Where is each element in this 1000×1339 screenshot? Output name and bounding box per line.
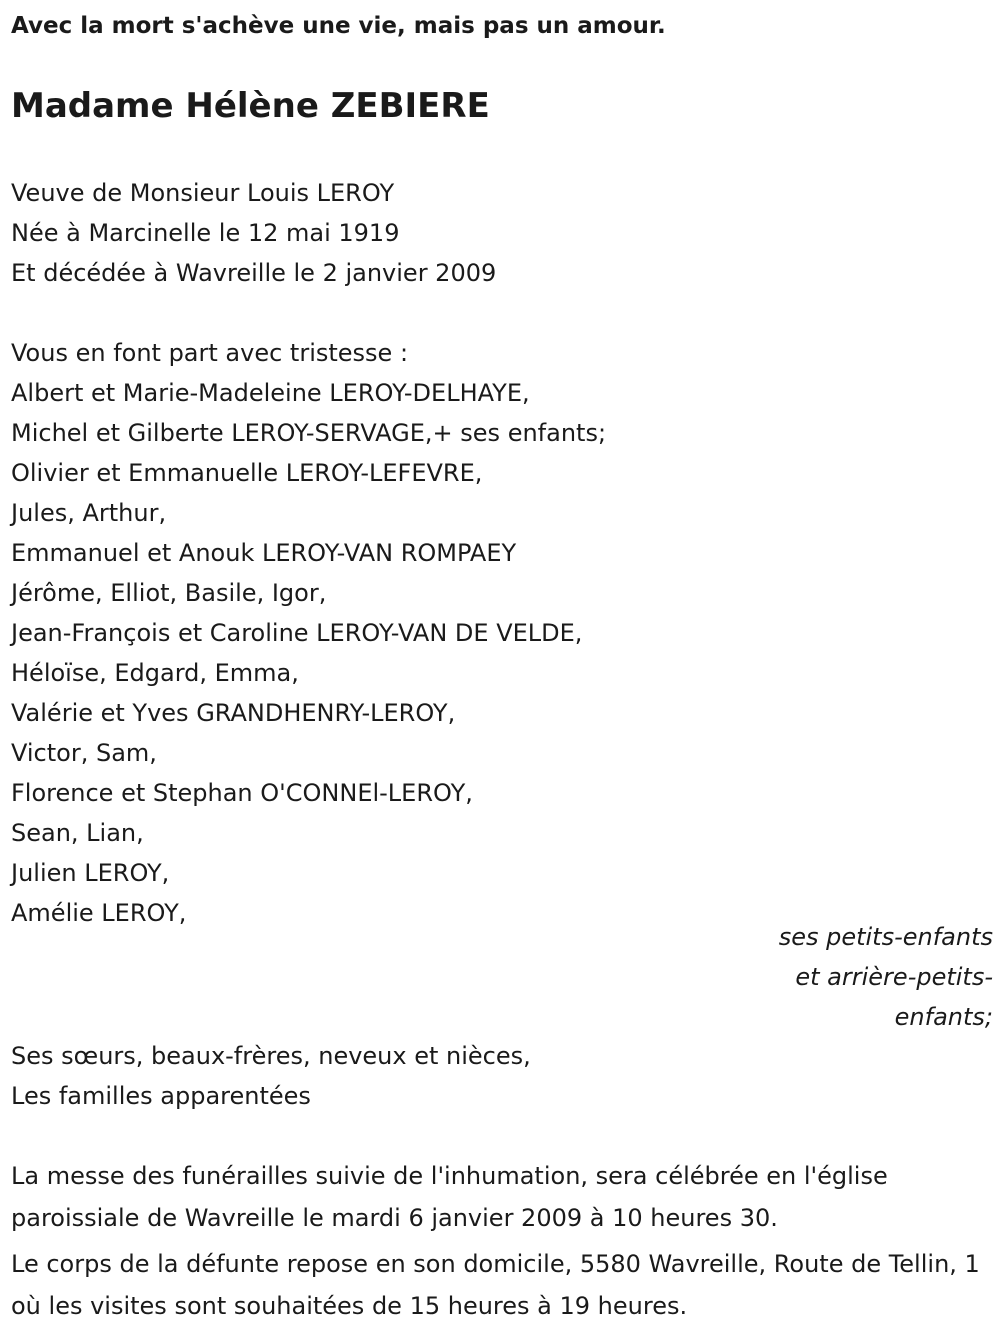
signoff-line: et arrière-petits-: [795, 963, 993, 991]
epigraph: Avec la mort s'achève une vie, mais pas un amour.: [11, 13, 666, 39]
death-line: Et décédée à Wavreille le 2 janvier 2009: [11, 259, 497, 287]
family-intro: Vous en font part avec tristesse :: [11, 339, 409, 367]
family-line: Julien LEROY,: [11, 859, 170, 887]
family-line: Jules, Arthur,: [11, 499, 167, 527]
family-line: Florence et Stephan O'CONNEl-LEROY,: [11, 779, 473, 807]
family-line: Héloïse, Edgard, Emma,: [11, 659, 299, 687]
related-families-line: Les familles apparentées: [11, 1082, 311, 1110]
family-line: Olivier et Emmanuelle LEROY-LEFEVRE,: [11, 459, 483, 487]
funeral-mass-paragraph: La messe des funérailles suivie de l'inhumation, sera célébrée en l'église paroissiale de Wavreille le mardi 6 janvier 2009 à 10 heures 30.: [11, 1162, 888, 1232]
signoff-line: enfants;: [894, 1003, 993, 1031]
widow-of-line: Veuve de Monsieur Louis LEROY: [11, 179, 395, 207]
deceased-name: Madame Hélène ZEBIERE: [11, 86, 490, 126]
family-list: [11, 333, 606, 933]
intro-block: [11, 173, 496, 293]
family-line: Amélie LEROY,: [11, 899, 187, 927]
signoff-line: ses petits-enfants: [778, 923, 993, 951]
family-line: Victor, Sam,: [11, 739, 157, 767]
grandchildren-signoff: [779, 917, 993, 1037]
siblings-line: Ses sœurs, beaux-frères, neveux et nièces,: [11, 1042, 531, 1070]
viewing-paragraph: Le corps de la défunte repose en son domicile, 5580 Wavreille, Route de Tellin, 1 où les visites sont souhaitées de 15 heures à 19 heures.: [11, 1250, 980, 1320]
relatives-block: [11, 1036, 531, 1116]
family-line: Sean, Lian,: [11, 819, 144, 847]
family-line: Emmanuel et Anouk LEROY-VAN ROMPAEY: [11, 539, 517, 567]
family-line: Michel et Gilberte LEROY-SERVAGE,+ ses enfants;: [11, 419, 607, 447]
family-line: Albert et Marie-Madeleine LEROY-DELHAYE,: [11, 379, 530, 407]
family-line: Valérie et Yves GRANDHENRY-LEROY,: [11, 699, 456, 727]
family-line: Jérôme, Elliot, Basile, Igor,: [11, 579, 327, 607]
birth-line: Née à Marcinelle le 12 mai 1919: [11, 219, 400, 247]
family-line: Jean-François et Caroline LEROY-VAN DE VELDE,: [11, 619, 583, 647]
